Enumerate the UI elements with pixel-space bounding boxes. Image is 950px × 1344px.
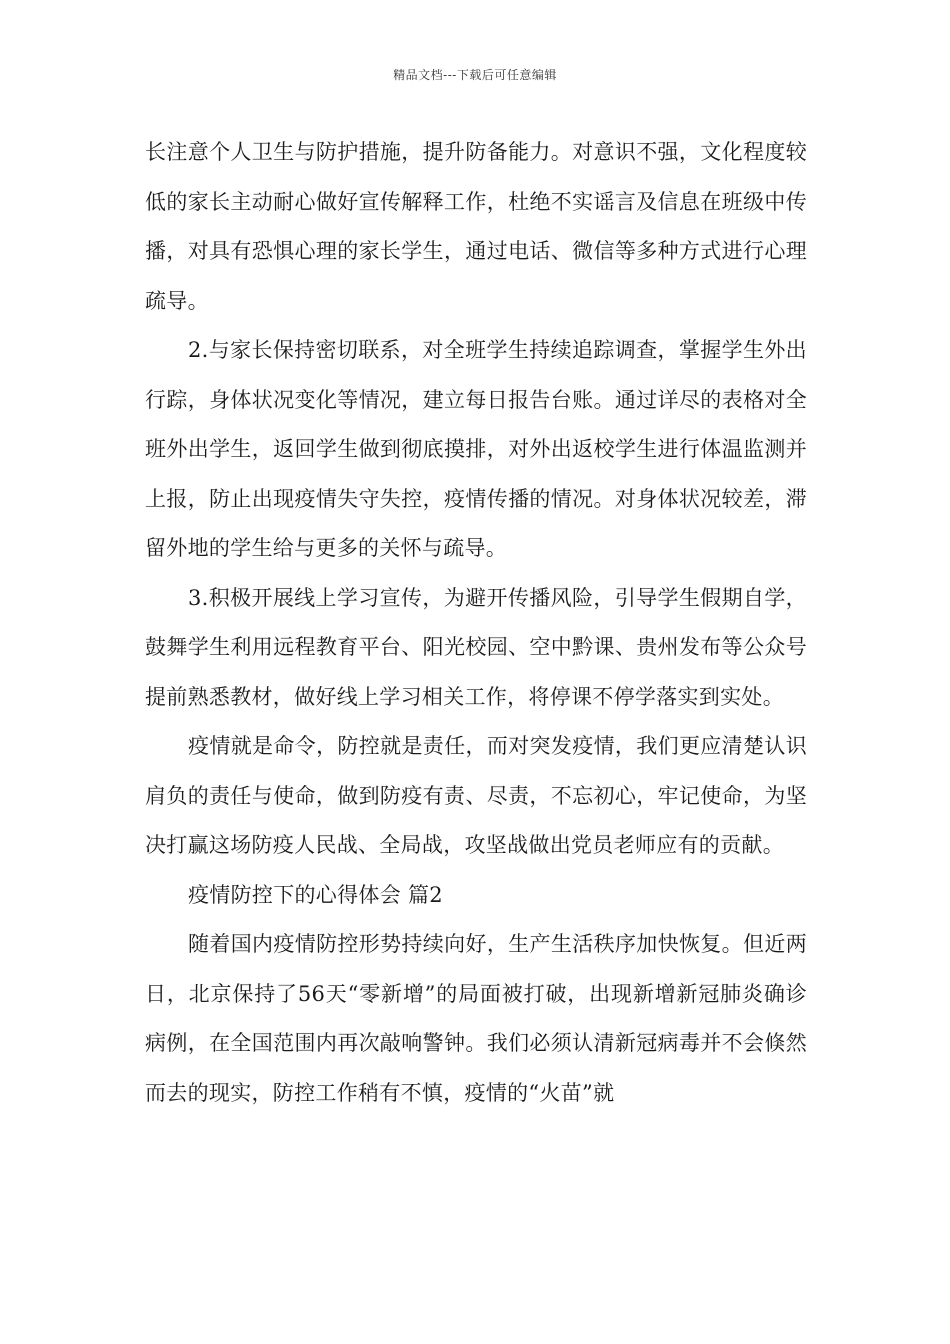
page-header: 精品文档---下载后可任意编辑 [393,68,557,82]
paragraph-item-3: 3.积极开展线上学习宣传，为避开传播风险，引导学生假期自学，鼓舞学生利用远程教育平台、阳光校园、空中黔课、贵州发布等公众号提前熟悉教材，做好线上学习相关工作，将停课不停学落实到实处。 [145,585,807,709]
section-heading: 疫情防控下的心得体会 篇2 [188,882,443,907]
paragraph-section-2-intro: 随着国内疫情防控形势持续向好，生产生活秩序加快恢复。但近两日，北京保持了56天“零新增”的局面被打破，出现新增新冠肺炎确诊病例，在全国范围内再次敲响警钟。我们必须认清新冠病毒并不会倏然而去的现实，防控工作稍有不慎，疫情的“火苗”就 [145,932,807,1105]
paragraph-continued: 长注意个人卫生与防护措施，提升防备能力。对意识不强，文化程度较低的家长主动耐心做好宣传解释工作，杜绝不实谣言及信息在班级中传播，对具有恐惧心理的家长学生，通过电话、微信等多种方式进行心理疏导。 [145,140,807,313]
paragraph-conclusion: 疫情就是命令，防控就是责任，而对突发疫情，我们更应清楚认识肩负的责任与使命，做到防疫有责、尽责，不忘初心，牢记使命，为坚决打赢这场防疫人民战、全局战，攻坚战做出党员老师应有的贡献。 [145,734,807,857]
paragraph-item-2: 2.与家长保持密切联系，对全班学生持续追踪调查，掌握学生外出行踪，身体状况变化等情况，建立每日报告台账。通过详尽的表格对全班外出学生，返回学生做到彻底摸排，对外出返校学生进行体温监测并上报，防止出现疫情失守失控，疫情传播的情况。对身体状况较差，滞留外地的学生给与更多的关怀与疏导。 [145,338,807,560]
document-body [145,128,807,1118]
